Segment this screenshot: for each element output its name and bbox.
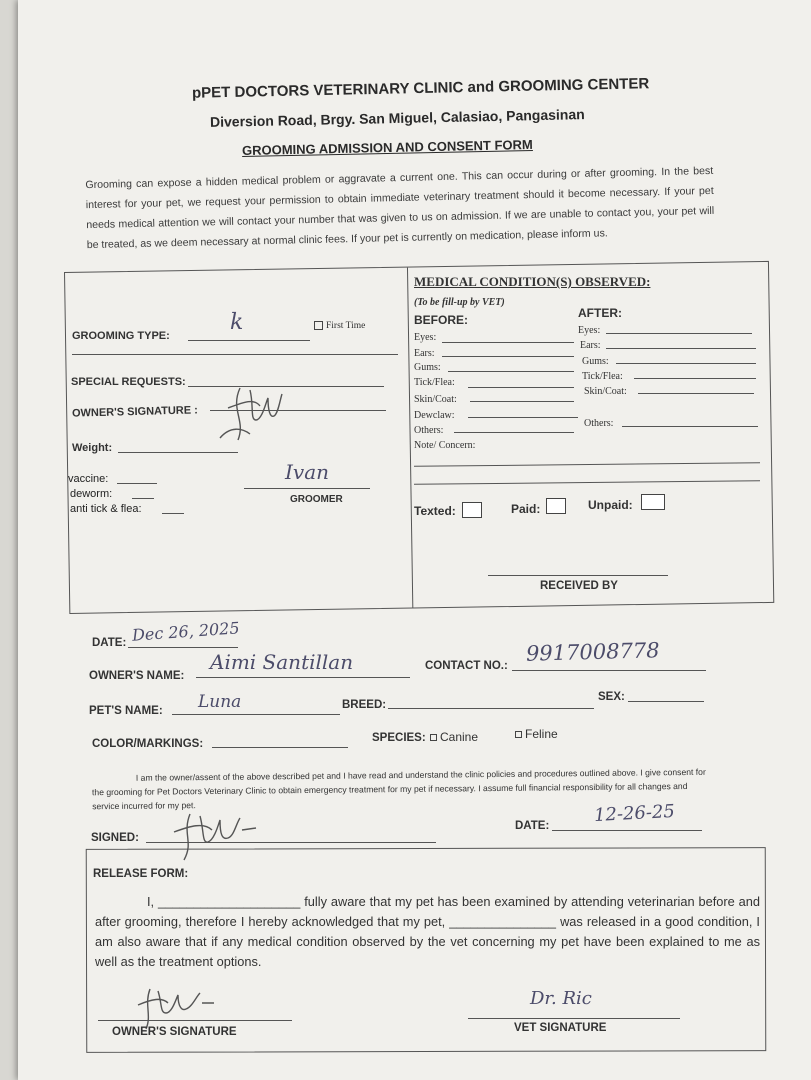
vaccine-line bbox=[117, 483, 157, 484]
medical-title: MEDICAL CONDITION(S) OBSERVED: bbox=[414, 274, 651, 289]
column-divider bbox=[407, 268, 413, 608]
texted-label: Texted: bbox=[414, 504, 456, 518]
after-others-line[interactable] bbox=[622, 426, 758, 427]
sex-line[interactable] bbox=[628, 701, 704, 702]
paid-checkbox[interactable] bbox=[546, 498, 566, 514]
feline-option[interactable] bbox=[515, 727, 558, 741]
after-ears-line[interactable] bbox=[606, 348, 756, 349]
vet-signature-line bbox=[468, 1018, 680, 1019]
after-skin-coat: Skin/Coat: bbox=[584, 386, 627, 397]
paid-label: Paid: bbox=[511, 502, 541, 516]
pet-name-label: PET'S NAME: bbox=[89, 705, 163, 717]
before-skin-line[interactable] bbox=[470, 401, 574, 402]
pet-name-line bbox=[172, 714, 340, 715]
after-ears: Ears: bbox=[580, 340, 601, 351]
unpaid-label: Unpaid: bbox=[588, 498, 633, 512]
vaccine-label: vaccine: bbox=[68, 473, 109, 485]
before-dewclaw: Dewclaw: bbox=[414, 410, 455, 421]
before-skin-coat: Skin/Coat: bbox=[414, 394, 457, 405]
canine-label: Canine bbox=[440, 730, 479, 744]
breed-line[interactable] bbox=[388, 708, 594, 709]
first-time-checkbox[interactable] bbox=[314, 321, 365, 331]
before-eyes-line[interactable] bbox=[442, 342, 574, 343]
before-gums-line[interactable] bbox=[448, 371, 574, 372]
owner-name-label: OWNER'S NAME: bbox=[89, 670, 185, 682]
grooming-type-label: GROOMING TYPE: bbox=[72, 330, 170, 342]
before-eyes: Eyes: bbox=[414, 332, 437, 343]
grooming-type-line-2 bbox=[72, 354, 398, 355]
grooming-type-line bbox=[188, 340, 310, 341]
after-label: AFTER: bbox=[578, 306, 622, 320]
owner-signature-drawing bbox=[210, 380, 300, 450]
owner-signature-label: OWNER'S SIGNATURE : bbox=[71, 404, 198, 420]
breed-label: BREED: bbox=[342, 699, 387, 711]
vet-signature-value[interactable]: Dr. Ric bbox=[530, 988, 592, 1009]
release-owner-line bbox=[98, 1020, 292, 1021]
after-tick-line[interactable] bbox=[634, 378, 756, 379]
pet-name-value[interactable]: Luna bbox=[198, 692, 242, 712]
signed-label: SIGNED: bbox=[91, 832, 139, 844]
before-others-line[interactable] bbox=[454, 432, 574, 433]
received-by-label: RECEIVED BY bbox=[540, 580, 618, 592]
color-label: COLOR/MARKINGS: bbox=[92, 738, 204, 750]
received-by-line[interactable] bbox=[488, 575, 668, 576]
before-tick-line[interactable] bbox=[468, 387, 574, 388]
grooming-type-value[interactable]: k bbox=[230, 310, 244, 335]
groomer-value[interactable]: Ivan bbox=[285, 460, 330, 484]
after-eyes-line[interactable] bbox=[606, 333, 752, 334]
before-tick-flea: Tick/Flea: bbox=[414, 377, 455, 388]
date-value[interactable]: Dec 26, 2025 bbox=[131, 618, 241, 645]
after-eyes: Eyes: bbox=[578, 325, 601, 336]
after-gums: Gums: bbox=[582, 356, 609, 367]
release-title: RELEASE FORM: bbox=[93, 868, 189, 880]
release-owner-signature-label: OWNER'S SIGNATURE bbox=[112, 1026, 237, 1038]
anti-tick-line bbox=[162, 513, 184, 514]
after-others: Others: bbox=[584, 418, 614, 429]
intro-paragraph: Grooming can expose a hidden medical problem or aggravate a current one. This can occur during or after grooming. In the best interest for your pet, we request your permission to obtain immediate veterinary treatment should it become necessary. If your pet needs medical attention we will contact your number that was given to us on admission. If we are unable to contact you, your pet will be treated, as we deem necessary at normal clinic fees. If your pet is currently on medication, please inform us. bbox=[85, 164, 715, 252]
before-gums: Gums: bbox=[414, 362, 441, 373]
color-line[interactable] bbox=[212, 747, 348, 748]
weight-line bbox=[118, 452, 238, 453]
contact-value[interactable]: 9917008778 bbox=[525, 638, 660, 666]
consent-date-value[interactable]: 12-26-25 bbox=[593, 800, 676, 827]
sex-label: SEX: bbox=[598, 691, 625, 703]
clinic-address: Diversion Road, Brgy. San Miguel, Calasiao, Pangasinan bbox=[209, 106, 585, 130]
release-paragraph: I, ____________________ fully aware that my pet has been examined by attending veterinarian before and after grooming, therefore I hereby acknowledged that my pet, _______________ was released in a good condition, I am also aware that if any medical condition observed by the vet concerning my pet have been explained to me as well as the treatment options. bbox=[95, 894, 760, 969]
clinic-name: pPET DOCTORS VETERINARY CLINIC and GROOMING CENTER bbox=[191, 75, 650, 102]
date-line bbox=[128, 647, 238, 648]
before-dewclaw-line[interactable] bbox=[468, 417, 578, 418]
feline-checkbox[interactable] bbox=[515, 731, 522, 738]
contact-line bbox=[512, 670, 706, 671]
feline-label: Feline bbox=[525, 727, 558, 741]
note-concern-label: Note/ Concern: bbox=[414, 440, 476, 451]
deworm-line bbox=[132, 498, 154, 499]
owner-name-line bbox=[196, 677, 410, 678]
after-tick-flea: Tick/Flea: bbox=[582, 371, 623, 382]
before-others: Others: bbox=[414, 425, 444, 436]
before-label: BEFORE: bbox=[414, 313, 468, 327]
canine-option[interactable] bbox=[430, 730, 478, 744]
before-ears: Ears: bbox=[414, 348, 435, 359]
special-requests-label: SPECIAL REQUESTS: bbox=[71, 376, 186, 388]
unpaid-checkbox[interactable] bbox=[641, 494, 665, 510]
groomer-line bbox=[244, 488, 370, 489]
medical-subtitle: (To be fill-up by VET) bbox=[414, 297, 505, 308]
texted-checkbox[interactable] bbox=[462, 502, 482, 518]
owner-name-value[interactable]: Aimi Santillan bbox=[210, 650, 354, 674]
before-ears-line[interactable] bbox=[442, 356, 574, 357]
species-label: SPECIES: bbox=[372, 732, 426, 744]
form-title: GROOMING ADMISSION AND CONSENT FORM bbox=[241, 136, 533, 159]
after-skin-line[interactable] bbox=[638, 393, 754, 394]
after-gums-line[interactable] bbox=[616, 363, 756, 364]
anti-tick-label: anti tick & flea: bbox=[70, 503, 142, 515]
weight-label: Weight: bbox=[72, 442, 113, 454]
date-label: DATE: bbox=[92, 637, 127, 649]
consent-date-line bbox=[552, 830, 702, 831]
canine-checkbox[interactable] bbox=[430, 734, 437, 741]
consent-date-label: DATE: bbox=[515, 820, 550, 832]
first-time-label: First Time bbox=[326, 321, 366, 331]
groomer-label: GROOMER bbox=[290, 494, 343, 505]
first-time-box[interactable] bbox=[314, 321, 323, 330]
consent-paragraph: I am the owner/assent of the above described pet and I have read and understand the clinic policies and procedures outlined above. I give consent for the grooming for Pet Doctors Veterinary Clinic to obtain emergency treatment for my pet if necessary. I assume full financial responsibility for all changes and service incurred for my pet. bbox=[91, 766, 706, 812]
contact-label: CONTACT NO.: bbox=[425, 660, 508, 672]
deworm-label: deworm: bbox=[70, 488, 113, 500]
vet-signature-label: VET SIGNATURE bbox=[514, 1022, 607, 1034]
